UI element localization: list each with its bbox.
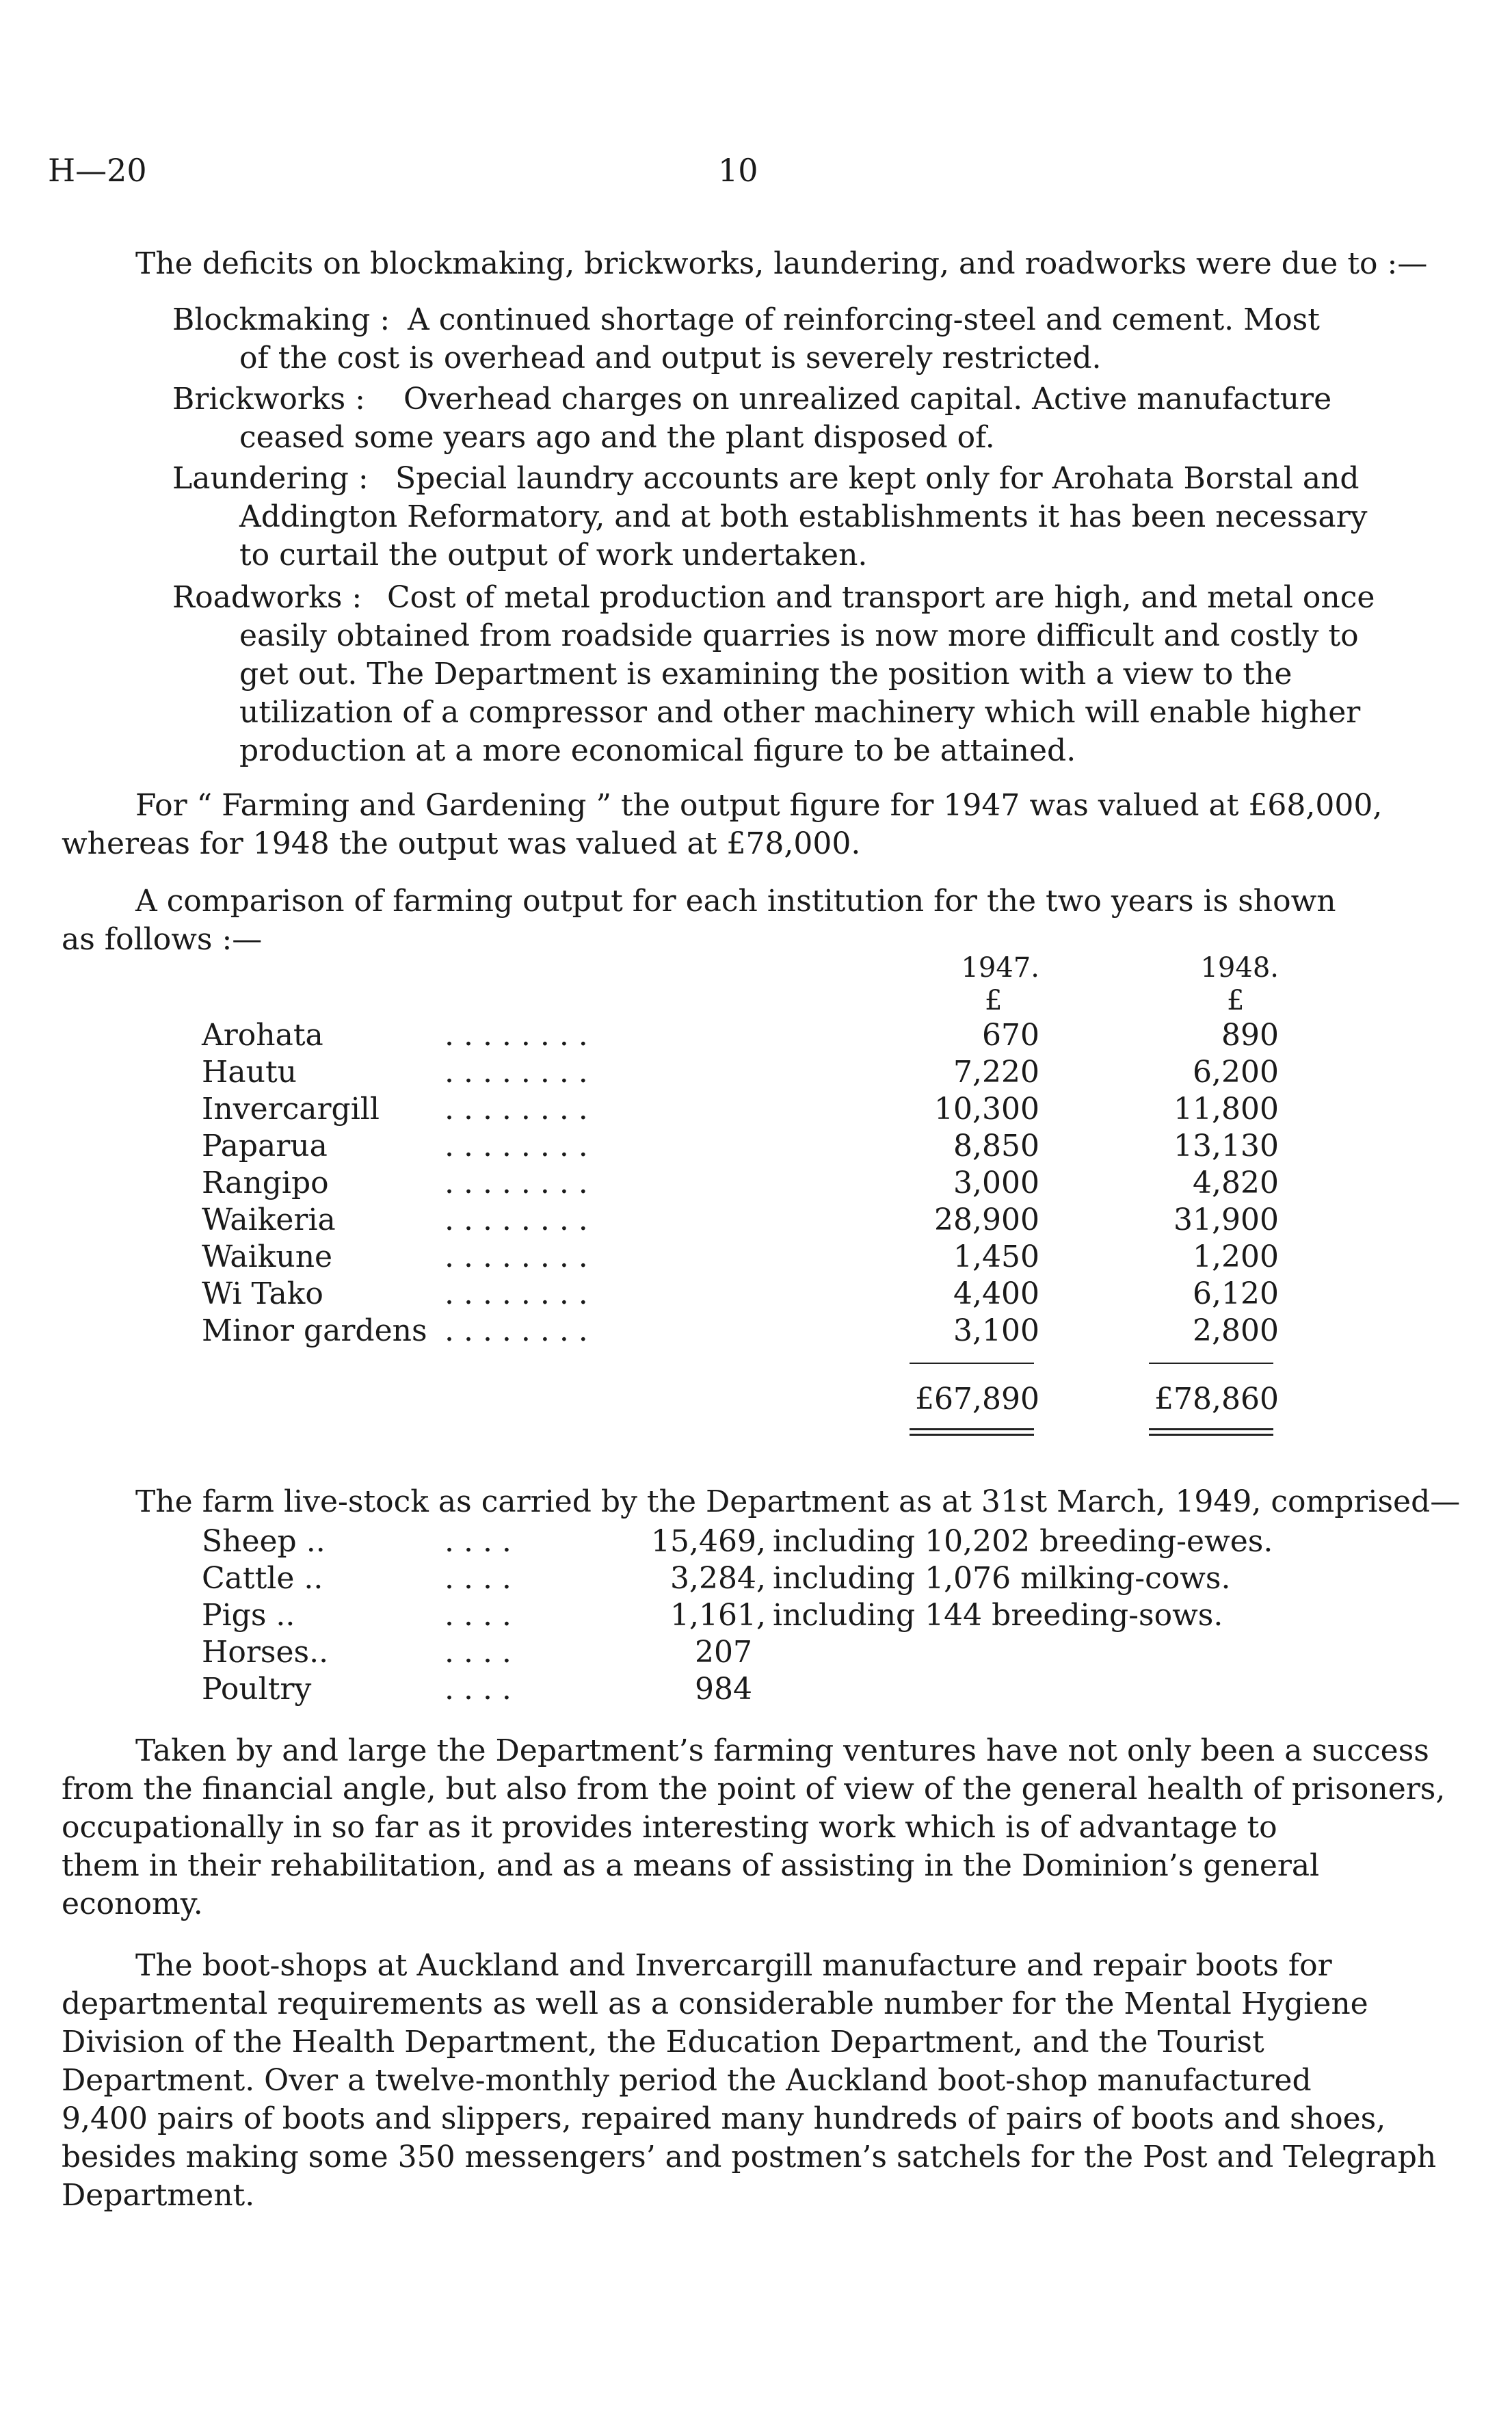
table-row-name: Wi Tako [202,1276,323,1311]
table-cell-1948: 2,800 [1193,1313,1279,1348]
livestock-intro: The farm live-stock as carried by the Department as at 31st March, 1949, comprised— [135,1484,1461,1519]
brickworks-line-1: Overhead charges on unrealized capital. Active manufacture [403,382,1332,417]
success-para-line-5: economy. [62,1887,203,1921]
livestock-note: including 144 breeding-sows. [773,1598,1223,1633]
page-number: 10 [718,152,758,189]
table-row-leader: . . . . . . . . [445,1313,588,1348]
table-cell-1948: 890 [1221,1018,1279,1053]
livestock-leader: . . . . [445,1524,512,1559]
report-reference: H—20 [48,152,147,189]
livestock-name: Cattle .. [202,1561,323,1596]
table-row-name: Hautu [202,1055,297,1090]
livestock-count: 3,284, [670,1561,766,1596]
total-1948: £78,860 [1154,1382,1279,1417]
table-cell-1948: 13,130 [1173,1129,1279,1164]
table-cell-1947: 8,850 [953,1129,1039,1164]
table-cell-1948: 6,120 [1193,1276,1279,1311]
table-row-name: Invercargill [202,1092,380,1127]
table-row-name: Waikeria [202,1203,336,1237]
boot-para-line-5: 9,400 pairs of boots and slippers, repaired many hundreds of pairs of boots and shoes, [62,2101,1386,2136]
table-cell-1948: 31,900 [1173,1203,1279,1237]
table-row-name: Arohata [202,1018,323,1053]
boot-para-line-1: The boot-shops at Auckland and Invercargill manufacture and repair boots for [135,1948,1332,1983]
laundering-label: Laundering : [172,461,369,496]
boot-para-line-2: departmental requirements as well as a considerable number for the Mental Hygiene [62,1986,1368,2021]
currency-1947: £ [985,985,1003,1016]
table-cell-1947: 4,400 [953,1276,1039,1311]
livestock-count: 15,469, [651,1524,766,1559]
livestock-note: including 1,076 milking-cows. [773,1561,1231,1596]
livestock-name: Poultry [202,1672,312,1707]
table-cell-1947: 3,100 [953,1313,1039,1348]
table-row-name: Minor gardens [202,1313,427,1348]
blockmaking-line-1: A continued shortage of reinforcing-steel and cement. Most [408,302,1320,337]
table-cell-1947: 28,900 [934,1203,1039,1237]
total-1947: £67,890 [915,1382,1039,1417]
table-row-name: Waikune [202,1239,333,1274]
roadworks-line-2: easily obtained from roadside quarries is now more difficult and costly to [239,618,1359,653]
table-row-leader: . . . . . . . . [445,1276,588,1311]
livestock-count: 984 [695,1672,752,1707]
blockmaking-label: Blockmaking : [172,302,390,337]
table-row-leader: . . . . . . . . [445,1055,588,1090]
table-cell-1947: 3,000 [953,1166,1039,1200]
success-para-line-4: them in their rehabilitation, and as a means of assisting in the Dominion’s general [62,1848,1320,1883]
double-rule-1948-a [1149,1428,1273,1430]
table-row-leader: . . . . . . . . [445,1239,588,1274]
double-rule-1947-a [910,1428,1034,1430]
livestock-leader: . . . . [445,1598,512,1633]
brickworks-line-2: ceased some years ago and the plant disposed of. [239,420,995,455]
table-cell-1948: 1,200 [1193,1239,1279,1274]
livestock-count: 207 [695,1635,752,1670]
laundering-line-2: Addington Reformatory, and at both establishments it has been necessary [239,499,1368,534]
success-para-line-3: occupationally in so far as it provides interesting work which is of advantage to [62,1810,1277,1845]
livestock-leader: . . . . [445,1635,512,1670]
table-row-name: Paparua [202,1129,328,1164]
comparison-para-line-1: A comparison of farming output for each institution for the two years is shown [135,884,1336,919]
livestock-name: Horses.. [202,1635,329,1670]
livestock-name: Pigs .. [202,1598,295,1633]
laundering-line-1: Special laundry accounts are kept only for Arohata Borstal and [395,461,1360,496]
livestock-leader: . . . . [445,1672,512,1707]
blockmaking-line-2: of the cost is overhead and output is severely restricted. [239,341,1102,376]
subtotal-rule-1947 [910,1363,1034,1364]
table-cell-1948: 6,200 [1193,1055,1279,1090]
livestock-count: 1,161, [670,1598,766,1633]
laundering-line-3: to curtail the output of work undertaken. [239,538,868,573]
table-cell-1947: 10,300 [934,1092,1039,1127]
deficits-intro: The deficits on blockmaking, brickworks, laundering, and roadworks were due to :— [135,246,1428,281]
currency-1948: £ [1227,985,1245,1016]
success-para-line-1: Taken by and large the Department’s farming ventures have not only been a success [135,1733,1429,1768]
livestock-name: Sheep .. [202,1524,326,1559]
table-row-leader: . . . . . . . . [445,1203,588,1237]
table-row-leader: . . . . . . . . [445,1129,588,1164]
table-row-leader: . . . . . . . . [445,1166,588,1200]
boot-para-line-6: besides making some 350 messengers’ and postmen’s satchels for the Post and Telegraph [62,2140,1437,2174]
roadworks-line-1: Cost of metal production and transport are high, and metal once [387,580,1375,615]
roadworks-line-4: utilization of a compressor and other machinery which will enable higher [239,695,1361,730]
farming-para-line-1: For “ Farming and Gardening ” the output figure for 1947 was valued at £68,000, [135,788,1383,823]
success-para-line-2: from the financial angle, but also from the point of view of the general health of prisoners, [62,1772,1446,1806]
brickworks-label: Brickworks : [172,382,365,417]
roadworks-label: Roadworks : [172,580,362,615]
livestock-note: including 10,202 breeding-ewes. [773,1524,1273,1559]
table-cell-1948: 11,800 [1173,1092,1279,1127]
roadworks-line-3: get out. The Department is examining the position with a view to the [239,657,1292,692]
roadworks-line-5: production at a more economical figure to be attained. [239,733,1076,768]
double-rule-1947-b [910,1434,1034,1436]
boot-para-line-3: Division of the Health Department, the Education Department, and the Tourist [62,2025,1264,2060]
col-header-1947: 1947. [961,952,1039,984]
col-header-1948: 1948. [1200,952,1279,984]
table-cell-1948: 4,820 [1193,1166,1279,1200]
table-cell-1947: 670 [982,1018,1039,1053]
double-rule-1948-b [1149,1434,1273,1436]
comparison-para-line-2: as follows :— [62,922,263,957]
boot-para-line-4: Department. Over a twelve-monthly period the Auckland boot-shop manufactured [62,2063,1312,2098]
table-row-leader: . . . . . . . . [445,1092,588,1127]
table-row-name: Rangipo [202,1166,329,1200]
subtotal-rule-1948 [1149,1363,1273,1364]
livestock-leader: . . . . [445,1561,512,1596]
boot-para-line-7: Department. [62,2178,255,2213]
table-cell-1947: 1,450 [953,1239,1039,1274]
table-cell-1947: 7,220 [953,1055,1039,1090]
table-row-leader: . . . . . . . . [445,1018,588,1053]
farming-para-line-2: whereas for 1948 the output was valued at £78,000. [62,826,861,861]
